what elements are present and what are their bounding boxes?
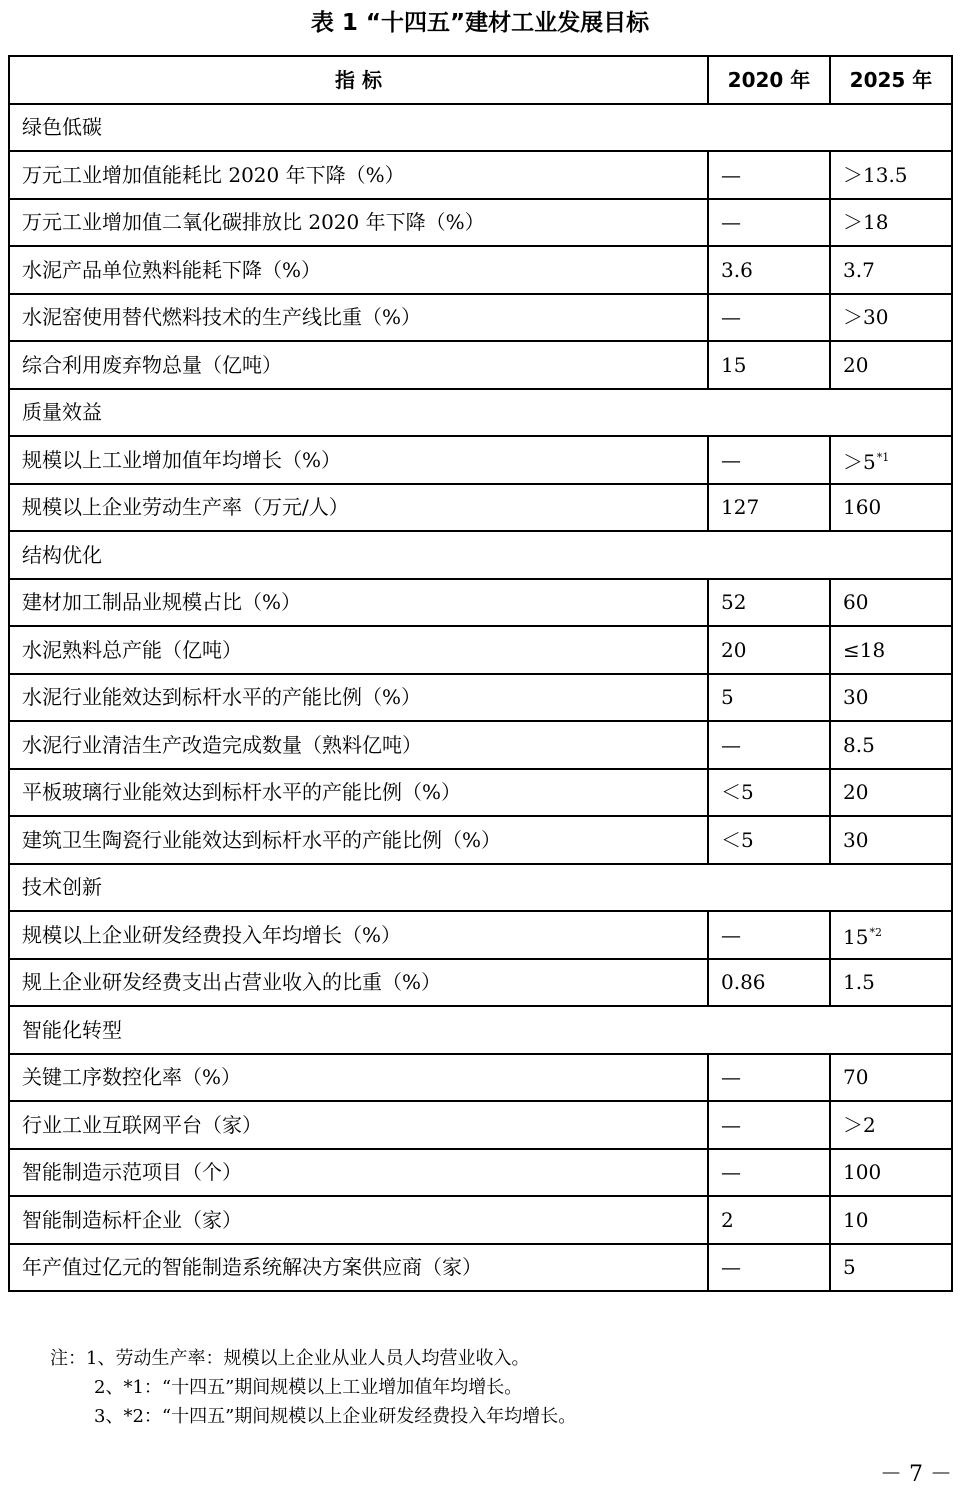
indicator-name: 万元工业增加值二氧化碳排放比 2020 年下降（%） [9,199,708,247]
table-row [9,294,952,342]
indicator-name: 智能制造标杆企业（家） [9,1196,708,1244]
value-2025: ≤18 [843,637,886,662]
value-2025: 60 [843,590,869,615]
value-2025: 3.7 [843,257,875,282]
value-2020: 2 [708,1196,830,1244]
value-2025: 100 [843,1160,882,1185]
value-2025-cell [830,341,952,389]
value-2025-cell [830,816,952,864]
table-row [9,911,952,959]
page-number: － 7 － [880,1462,952,1487]
header-2020: 2020 年 [708,56,830,104]
indicator-name: 规上企业研发经费支出占营业收入的比重（%） [9,959,708,1007]
value-2025-cell [830,911,952,959]
table-title: 表 1 “十四五”建材工业发展目标 [310,10,650,36]
value-2020: — [708,1244,830,1292]
value-2025: 30 [843,685,869,710]
footnote-marker: *1 [876,450,890,464]
value-2020: — [708,911,830,959]
value-2025: 5 [843,1255,856,1280]
indicator-name: 规模以上工业增加值年均增长（%） [9,436,708,484]
indicator-name: 行业工业互联网平台（家） [9,1101,708,1149]
section-row [9,389,952,437]
value-2020: 127 [708,484,830,532]
value-2020: ＜5 [708,816,830,864]
value-2025: ＞5 [843,449,876,474]
value-2025: 20 [843,780,869,805]
section-heading: 质量效益 [9,389,952,437]
section-row [9,1006,952,1054]
table-row [9,151,952,199]
section-row [9,531,952,579]
value-2025-cell [830,1244,952,1292]
value-2025-cell [830,959,952,1007]
footnote-1: 注：1、劳动生产率：规模以上企业从业人员人均营业收入。 [50,1348,530,1369]
value-2025: ＞30 [843,305,889,330]
indicator-name: 建筑卫生陶瓷行业能效达到标杆水平的产能比例（%） [9,816,708,864]
targets-table [8,55,953,1292]
table-row [9,484,952,532]
value-2025-cell [830,151,952,199]
table-row [9,674,952,722]
section-row [9,104,952,152]
value-2025-cell [830,199,952,247]
table-row [9,246,952,294]
table-row [9,1196,952,1244]
indicator-name: 水泥熟料总产能（亿吨） [9,626,708,674]
indicator-name: 平板玻璃行业能效达到标杆水平的产能比例（%） [9,769,708,817]
value-2025-cell [830,626,952,674]
value-2025-cell [830,1054,952,1102]
value-2020: 0.86 [708,959,830,1007]
table-row [9,341,952,389]
table-row [9,1149,952,1197]
header-indicator: 指 标 [9,56,708,104]
indicator-name: 水泥产品单位熟料能耗下降（%） [9,246,708,294]
value-2025: 1.5 [843,970,875,995]
value-2025: 30 [843,827,869,852]
value-2025: 70 [843,1065,869,1090]
table-row [9,1101,952,1149]
value-2025: 20 [843,352,869,377]
table-row [9,721,952,769]
table-row [9,579,952,627]
value-2020: — [708,721,830,769]
table-row [9,626,952,674]
footnote-marker: *2 [869,925,882,939]
indicator-name: 综合利用废弃物总量（亿吨） [9,341,708,389]
value-2025: 10 [843,1207,869,1232]
table-body [9,104,952,1292]
value-2020: — [708,151,830,199]
value-2020: 3.6 [708,246,830,294]
table-row [9,1244,952,1292]
value-2025: ＞2 [843,1112,876,1137]
value-2020: 5 [708,674,830,722]
value-2025-cell [830,1101,952,1149]
value-2025-cell [830,721,952,769]
table-row [9,436,952,484]
indicator-name: 水泥行业能效达到标杆水平的产能比例（%） [9,674,708,722]
section-heading: 智能化转型 [9,1006,952,1054]
indicator-name: 年产值过亿元的智能制造系统解决方案供应商（家） [9,1244,708,1292]
value-2025-cell [830,1149,952,1197]
value-2025: 8.5 [843,732,875,757]
value-2025: ＞18 [843,210,889,235]
section-row [9,864,952,912]
value-2020: 20 [708,626,830,674]
footnotes [50,1344,576,1431]
value-2020: — [708,1101,830,1149]
value-2025-cell [830,436,952,484]
value-2020: — [708,294,830,342]
header-2025: 2025 年 [830,56,952,104]
indicator-name: 规模以上企业劳动生产率（万元/人） [9,484,708,532]
table-row [9,1054,952,1102]
value-2025-cell [830,246,952,294]
value-2025-cell [830,674,952,722]
value-2020: ＜5 [708,769,830,817]
value-2020: — [708,1149,830,1197]
value-2020: 52 [708,579,830,627]
value-2025: ＞13.5 [843,162,908,187]
value-2025-cell [830,294,952,342]
section-heading: 绿色低碳 [9,104,952,152]
indicator-name: 水泥窑使用替代燃料技术的生产线比重（%） [9,294,708,342]
section-heading: 技术创新 [9,864,952,912]
indicator-name: 关键工序数控化率（%） [9,1054,708,1102]
value-2025: 160 [843,495,882,520]
value-2025-cell [830,1196,952,1244]
footnote-2: 2、*1：“十四五”期间规模以上工业增加值年均增长。 [94,1377,523,1398]
table-row [9,816,952,864]
table-row [9,769,952,817]
indicator-name: 水泥行业清洁生产改造完成数量（熟料亿吨） [9,721,708,769]
footnote-3: 3、*2：“十四五”期间规模以上企业研发经费投入年均增长。 [94,1406,577,1427]
value-2025-cell [830,579,952,627]
value-2020: — [708,436,830,484]
value-2020: — [708,199,830,247]
table-row [9,959,952,1007]
indicator-name: 智能制造示范项目（个） [9,1149,708,1197]
indicator-name: 建材加工制品业规模占比（%） [9,579,708,627]
table-row [9,199,952,247]
value-2020: 15 [708,341,830,389]
section-heading: 结构优化 [9,531,952,579]
indicator-name: 万元工业增加值能耗比 2020 年下降（%） [9,151,708,199]
value-2025: 15 [843,924,869,949]
value-2020: — [708,1054,830,1102]
indicator-name: 规模以上企业研发经费投入年均增长（%） [9,911,708,959]
value-2025-cell [830,484,952,532]
table-header-row [9,56,952,104]
value-2025-cell [830,769,952,817]
